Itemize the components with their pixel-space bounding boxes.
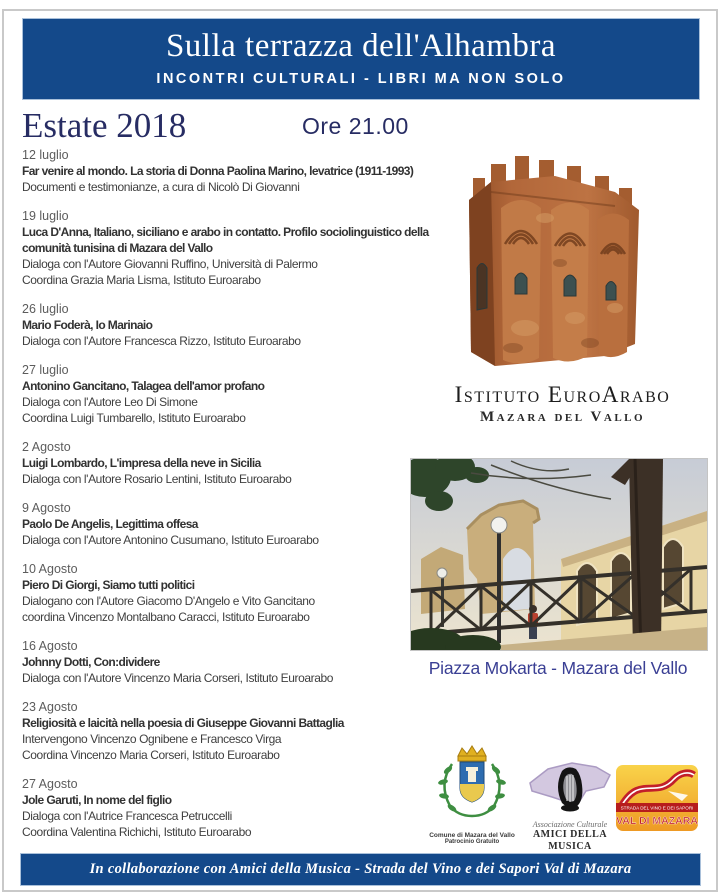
event-title: Luigi Lombardo, L'impresa della neve in Sicilia xyxy=(22,456,261,470)
event-date: 9 Agosto xyxy=(22,501,71,515)
footer-text: In collaborazione con Amici della Musica - Strada del Vino e dei Sapori Val di Mazara xyxy=(89,861,632,877)
event-title: Luca D'Anna, Italiano, siciliano e arabo in contatto. Profilo sociolinguistico della comunità tunisina di Mazara del Vallo xyxy=(22,225,429,255)
header-banner xyxy=(22,18,700,100)
event-date: 19 luglio xyxy=(22,209,69,223)
event-detail-line: Dialoga con l'Autore Vincenzo Maria Corseri, Istituto Euroarabo xyxy=(22,671,334,685)
photo-caption: Piazza Mokarta - Mazara del Vallo xyxy=(428,658,688,678)
val-logo-name-text: VAL DI MAZARA xyxy=(616,815,698,827)
event-item xyxy=(22,208,464,288)
event-details xyxy=(22,808,464,840)
event-detail-line: Dialoga con l'Autore Leo Di Simone xyxy=(22,395,198,409)
event-detail-line: Dialoga con l'Autore Antonino Cusumano, Istituto Euroarabo xyxy=(22,533,319,547)
event-item xyxy=(22,500,464,548)
event-detail-line: Coordina Grazia Maria Lisma, Istituto Euroarabo xyxy=(22,273,261,287)
comune-logo-text: Comune di Mazara del Vallo xyxy=(429,832,515,839)
event-date: 16 Agosto xyxy=(22,639,78,653)
event-details xyxy=(22,471,464,487)
event-detail-line: Dialoga con l'Autore Francesca Rizzo, Istituto Euroarabo xyxy=(22,334,301,348)
piazza-mokarta-photo xyxy=(410,458,708,651)
event-title: Jole Garuti, In nome del figlio xyxy=(22,793,172,807)
event-details xyxy=(22,593,464,625)
comune-logo-subtext: Patrocinio Gratuito xyxy=(444,839,500,845)
event-item xyxy=(22,301,464,349)
events-list xyxy=(22,147,464,853)
euroarabo-tower-illustration xyxy=(455,148,661,384)
event-title: Piero Di Giorgi, Siamo tutti politici xyxy=(22,578,195,592)
institute-name: Istituto EuroArabo xyxy=(454,382,671,407)
event-date: 27 Agosto xyxy=(22,777,78,791)
event-title: Antonino Gancitano, Talagea dell'amor profano xyxy=(22,379,265,393)
event-time: Ore 21.00 xyxy=(302,113,409,139)
event-details xyxy=(22,256,464,288)
amici-della-musica-logo xyxy=(524,757,616,852)
comune-crest-icon xyxy=(422,744,522,826)
event-date: 12 luglio xyxy=(22,148,69,162)
event-title: Religiosità e laicità nella poesia di Giuseppe Giovanni Battaglia xyxy=(22,716,344,730)
event-details xyxy=(22,731,464,763)
event-title: Far venire al mondo. La storia di Donna Paolina Marino, levatrice (1911-1993) xyxy=(22,164,414,178)
event-details xyxy=(22,670,464,686)
event-details xyxy=(22,179,464,195)
page-subtitle: INCONTRI CULTURALI - LIBRI MA NON SOLO xyxy=(156,71,566,87)
event-date: 26 luglio xyxy=(22,302,69,316)
event-detail-line: Dialogano con l'Autore Giacomo D'Angelo e Vito Gancitano xyxy=(22,594,315,608)
event-item xyxy=(22,362,464,426)
event-details xyxy=(22,333,464,349)
event-item xyxy=(22,561,464,625)
amici-logo-text1: Associazione Culturale xyxy=(532,820,608,829)
season-title: Estate 2018 xyxy=(22,106,187,145)
event-title: Paolo De Angelis, Legittima offesa xyxy=(22,517,198,531)
val-di-mazara-icon xyxy=(616,765,698,831)
val-di-mazara-logo xyxy=(616,765,698,831)
event-title: Mario Foderà, Io Marinaio xyxy=(22,318,153,332)
event-item xyxy=(22,638,464,686)
event-item xyxy=(22,147,464,195)
event-item xyxy=(22,699,464,763)
sicily-lyre-icon xyxy=(524,757,616,815)
event-detail-line: Coordina Valentina Richichi, Istituto Euroarabo xyxy=(22,825,252,839)
footer-banner xyxy=(20,853,701,886)
event-date: 27 luglio xyxy=(22,363,69,377)
event-details xyxy=(22,394,464,426)
event-detail-line: Dialoga con l'Autore Giovanni Ruffino, Università di Palermo xyxy=(22,257,318,271)
event-detail-line: Documenti e testimonianze, a cura di Nicolò Di Giovanni xyxy=(22,180,300,194)
event-detail-line: Dialoga con l'Autore Rosario Lentini, Istituto Euroarabo xyxy=(22,472,292,486)
event-date: 23 Agosto xyxy=(22,700,78,714)
event-item xyxy=(22,439,464,487)
event-detail-line: Coordina Vincenzo Maria Corseri, Istituto Euroarabo xyxy=(22,748,280,762)
event-date: 10 Agosto xyxy=(22,562,78,576)
event-detail-line: Dialoga con l'Autrice Francesca Petruccelli xyxy=(22,809,232,823)
event-detail-line: coordina Vincenzo Montalbano Caracci, Istituto Euroarabo xyxy=(22,610,310,624)
event-title: Johnny Dotti, Con:dividere xyxy=(22,655,160,669)
event-details xyxy=(22,532,464,548)
event-detail-line: Coordina Luigi Tumbarello, Istituto Euroarabo xyxy=(22,411,246,425)
val-logo-strip-text: STRADA DEL VINO E DEI SAPORI xyxy=(620,805,694,811)
event-detail-line: Intervengono Vincenzo Ognibene e Francesco Virga xyxy=(22,732,282,746)
institute-city: Mazara del Vallo xyxy=(479,409,646,425)
comune-mazara-logo xyxy=(422,744,522,846)
amici-logo-text2: AMICI DELLA MUSICA xyxy=(532,829,608,852)
event-date: 2 Agosto xyxy=(22,440,71,454)
page-title: Sulla terrazza dell'Alhambra xyxy=(165,28,557,64)
event-item xyxy=(22,776,464,840)
